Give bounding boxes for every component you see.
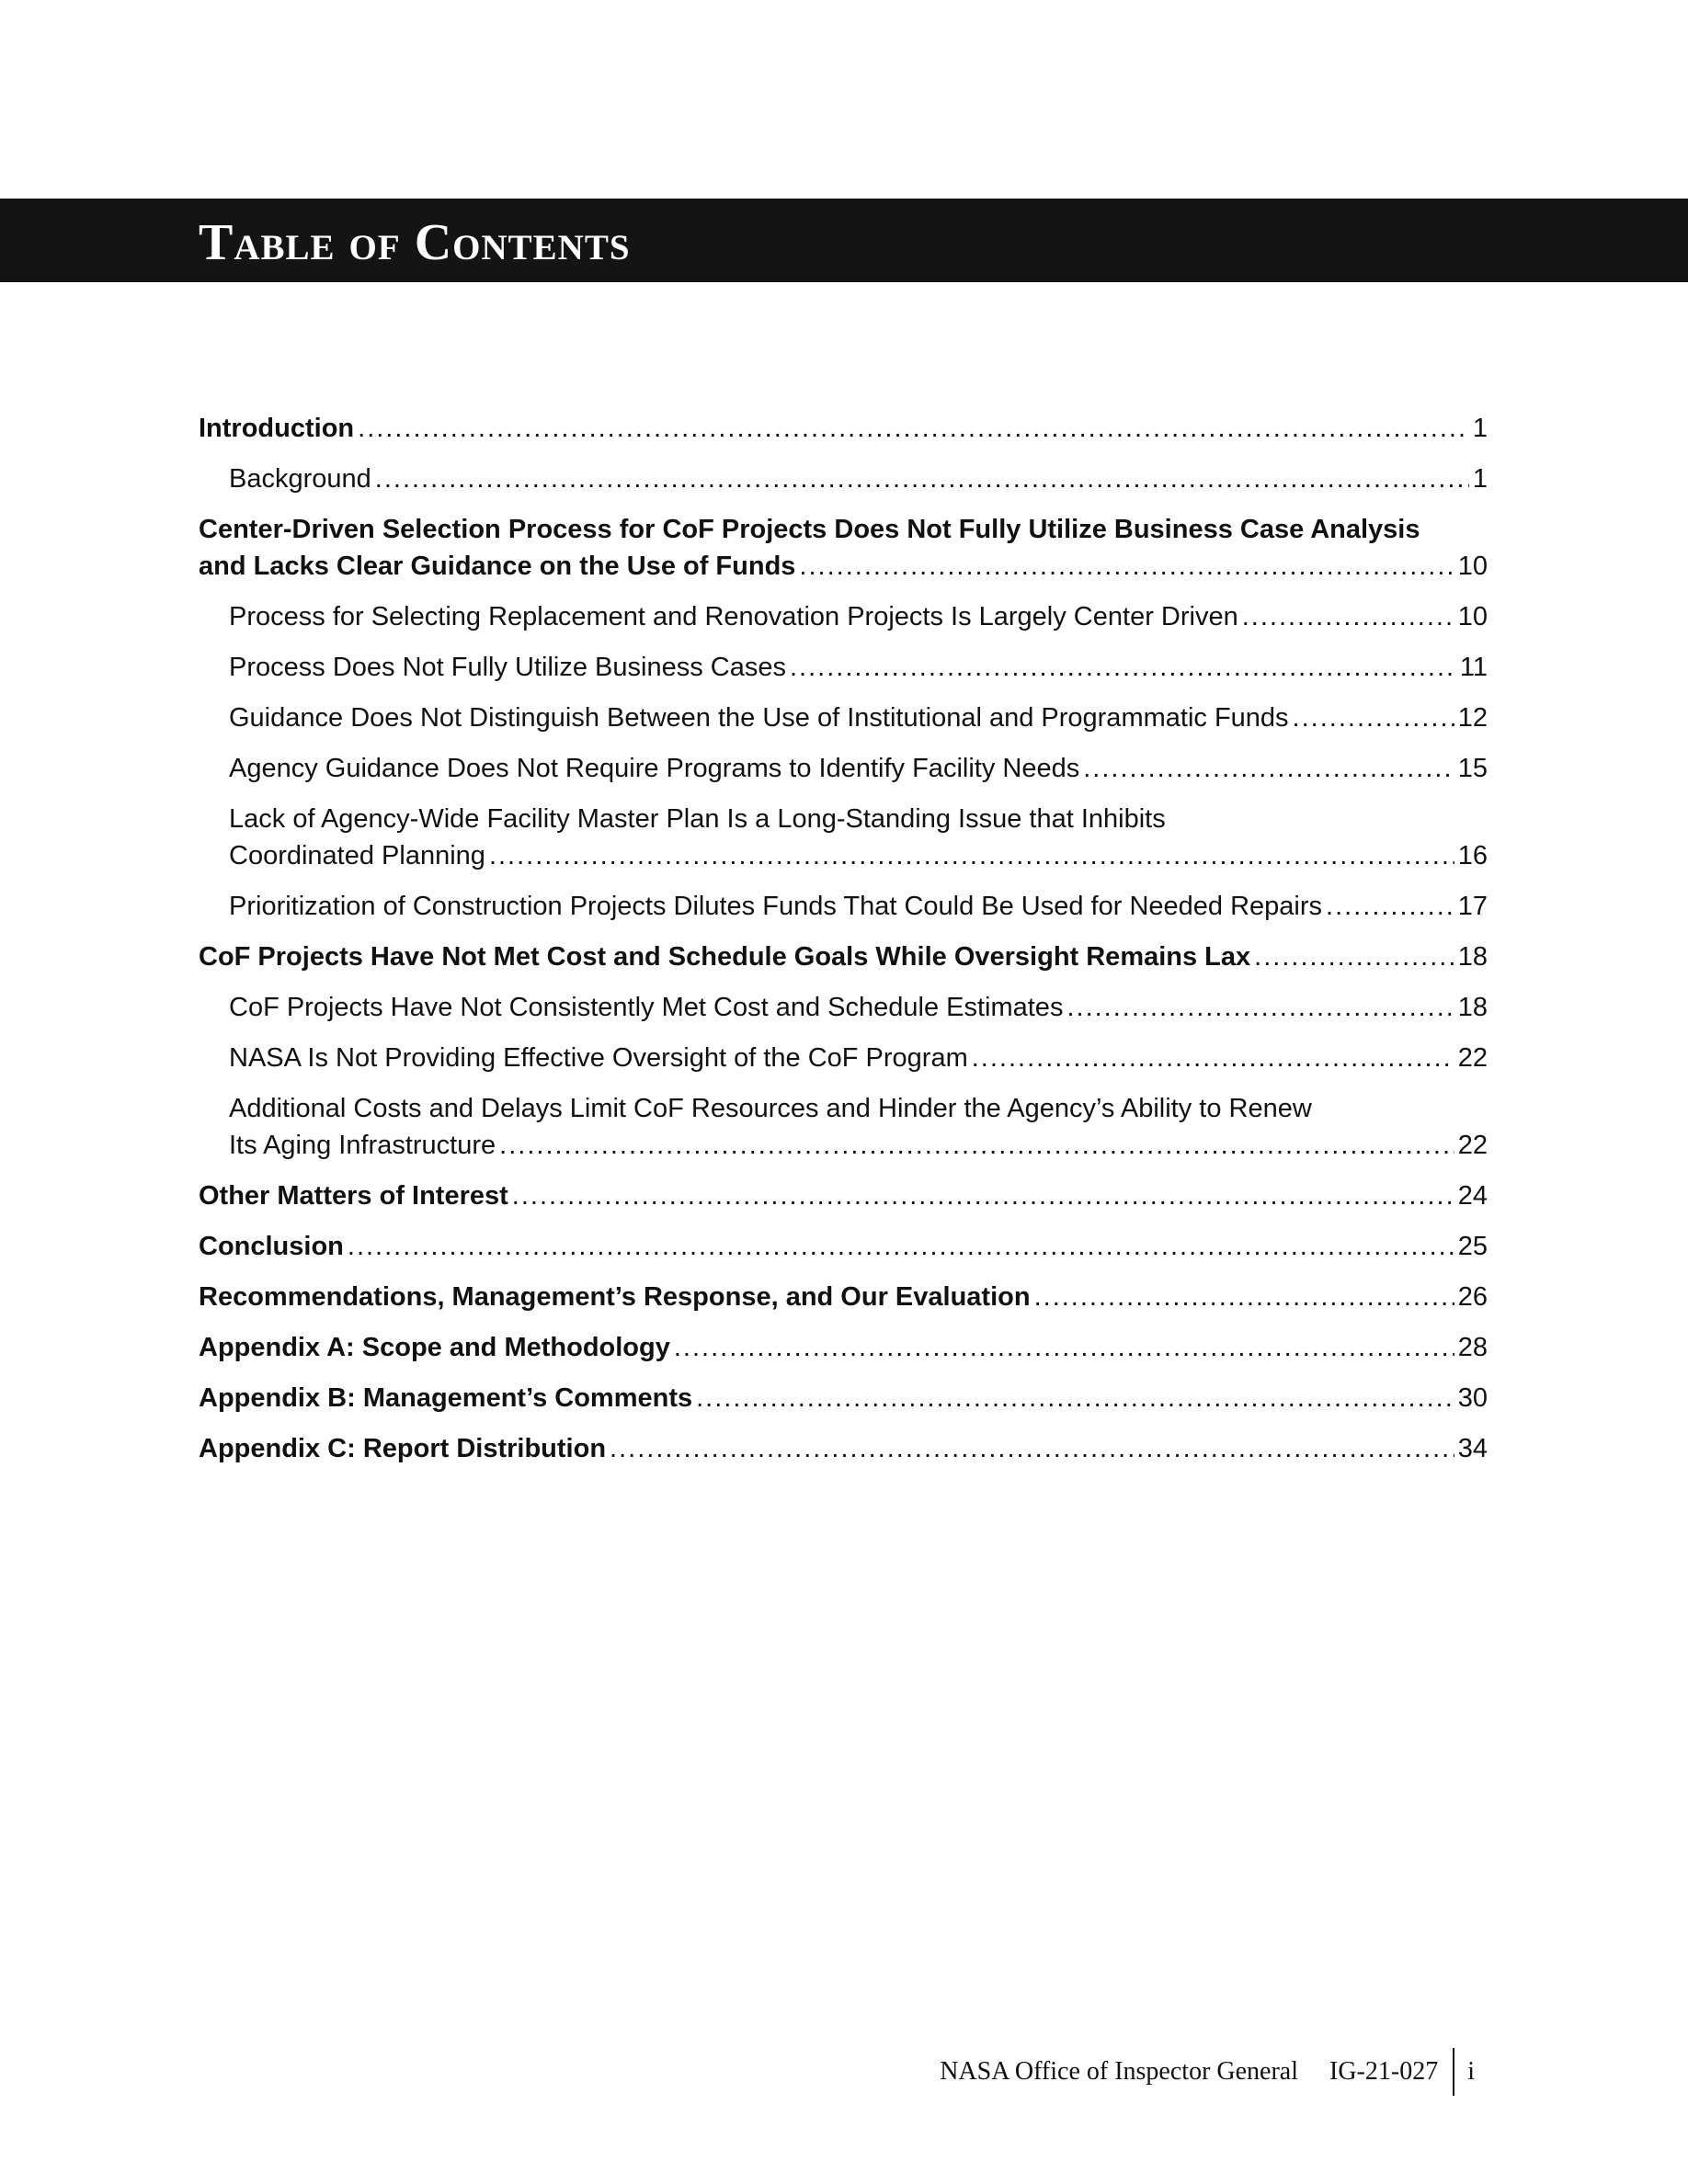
footer-page-number: i xyxy=(1467,2057,1475,2086)
toc-entry-title: Recommendations, Management’s Response, and Our Evaluation xyxy=(199,1282,1031,1312)
toc-page-number: 26 xyxy=(1457,1282,1488,1312)
dot-leader xyxy=(799,548,1454,585)
dot-leader xyxy=(1242,598,1454,635)
toc-entry-title: Guidance Does Not Distinguish Between the Use of Institutional and Programmatic Funds xyxy=(229,703,1289,733)
toc-entry-title: Appendix B: Management’s Comments xyxy=(199,1383,693,1413)
dot-leader xyxy=(489,837,1454,874)
toc-entry[interactable] xyxy=(199,989,1488,1026)
toc-entry[interactable] xyxy=(199,700,1488,736)
toc-entry[interactable] xyxy=(199,801,1488,874)
dot-leader xyxy=(790,649,1456,686)
toc-entry-title-line: Center-Driven Selection Process for CoF Projects Does Not Fully Utilize Business Case Analysis xyxy=(199,515,1420,544)
dot-leader xyxy=(972,1040,1454,1076)
toc-entry[interactable] xyxy=(199,938,1488,975)
toc-page-number: 1 xyxy=(1472,464,1488,494)
toc-page-number: 1 xyxy=(1472,414,1488,443)
dot-leader xyxy=(375,461,1469,497)
dot-leader xyxy=(610,1430,1454,1467)
table-of-contents xyxy=(199,410,1488,1481)
dot-leader xyxy=(512,1177,1454,1214)
toc-entry[interactable] xyxy=(199,649,1488,686)
footer-report-number: IG-21-027 xyxy=(1329,2057,1439,2086)
toc-page-number: 17 xyxy=(1457,892,1488,921)
toc-page-number: 12 xyxy=(1457,703,1488,733)
toc-entry-title: Appendix C: Report Distribution xyxy=(199,1434,607,1463)
toc-page-number: 24 xyxy=(1457,1181,1488,1211)
dot-leader xyxy=(348,1228,1454,1265)
toc-entry[interactable] xyxy=(199,1329,1488,1366)
dot-leader xyxy=(1034,1279,1454,1315)
toc-entry-title: CoF Projects Have Not Met Cost and Schedule Goals While Oversight Remains Lax xyxy=(199,942,1251,972)
toc-entry-title: Process Does Not Fully Utilize Business Cases xyxy=(229,653,786,682)
toc-page-number: 22 xyxy=(1457,1131,1488,1160)
toc-page-number: 34 xyxy=(1457,1434,1488,1463)
toc-entry-title-line: Additional Costs and Delays Limit CoF Resources and Hinder the Agency’s Ability to Renew xyxy=(229,1094,1312,1123)
page-footer xyxy=(940,2048,1475,2096)
toc-page-number: 15 xyxy=(1457,754,1488,783)
toc-entry-title: Conclusion xyxy=(199,1232,344,1261)
toc-page-number: 30 xyxy=(1457,1383,1488,1413)
toc-entry[interactable] xyxy=(199,1430,1488,1467)
footer-divider xyxy=(1453,2048,1454,2096)
toc-entry-title: Agency Guidance Does Not Require Programs to Identify Facility Needs xyxy=(229,754,1080,783)
dot-leader xyxy=(674,1329,1454,1366)
toc-entry[interactable] xyxy=(199,1279,1488,1315)
toc-entry-title: NASA Is Not Providing Effective Oversight of the CoF Program xyxy=(229,1043,968,1073)
toc-entry-title: Coordinated Planning xyxy=(229,841,485,870)
toc-entry[interactable] xyxy=(199,1040,1488,1076)
dot-leader xyxy=(1326,888,1454,925)
toc-entry[interactable] xyxy=(199,1177,1488,1214)
toc-entry[interactable] xyxy=(199,888,1488,925)
toc-entry-title: CoF Projects Have Not Consistently Met Cost and Schedule Estimates xyxy=(229,993,1064,1022)
toc-entry[interactable] xyxy=(199,461,1488,497)
toc-entry-title: Background xyxy=(229,464,371,494)
toc-entry-title-line: Lack of Agency-Wide Facility Master Plan Is a Long-Standing Issue that Inhibits xyxy=(229,804,1166,834)
toc-page-number: 18 xyxy=(1457,942,1488,972)
toc-entry-title: Its Aging Infrastructure xyxy=(229,1131,496,1160)
dot-leader xyxy=(1066,989,1454,1026)
footer-organization: NASA Office of Inspector General xyxy=(940,2057,1299,2086)
toc-page-number: 28 xyxy=(1457,1333,1488,1362)
toc-entry-title: Introduction xyxy=(199,414,355,443)
title-banner xyxy=(0,199,1688,282)
toc-page-number: 11 xyxy=(1459,653,1488,682)
toc-page-number: 22 xyxy=(1457,1043,1488,1073)
dot-leader xyxy=(1083,750,1454,787)
toc-entry-title: and Lacks Clear Guidance on the Use of Funds xyxy=(199,552,796,581)
toc-entry-title: Process for Selecting Replacement and Renovation Projects Is Largely Center Driven xyxy=(229,602,1238,631)
page-title: Table of Contents xyxy=(199,214,631,271)
toc-entry-title: Prioritization of Construction Projects Dilutes Funds That Could Be Used for Needed Repairs xyxy=(229,892,1323,921)
dot-leader xyxy=(358,410,1469,447)
dot-leader xyxy=(1254,938,1454,975)
toc-entry[interactable] xyxy=(199,1228,1488,1265)
toc-entry[interactable] xyxy=(199,750,1488,787)
toc-entry[interactable] xyxy=(199,511,1488,585)
toc-entry-title: Other Matters of Interest xyxy=(199,1181,508,1211)
toc-page-number: 25 xyxy=(1457,1232,1488,1261)
toc-entry[interactable] xyxy=(199,1090,1488,1164)
toc-page-number: 10 xyxy=(1457,552,1488,581)
toc-entry-title: Appendix A: Scope and Methodology xyxy=(199,1333,670,1362)
toc-entry[interactable] xyxy=(199,1380,1488,1416)
toc-entry[interactable] xyxy=(199,410,1488,447)
toc-entry[interactable] xyxy=(199,598,1488,635)
toc-page-number: 16 xyxy=(1457,841,1488,870)
dot-leader xyxy=(1293,700,1454,736)
toc-page-number: 18 xyxy=(1457,993,1488,1022)
toc-page-number: 10 xyxy=(1457,602,1488,631)
dot-leader xyxy=(499,1127,1454,1164)
dot-leader xyxy=(696,1380,1454,1416)
